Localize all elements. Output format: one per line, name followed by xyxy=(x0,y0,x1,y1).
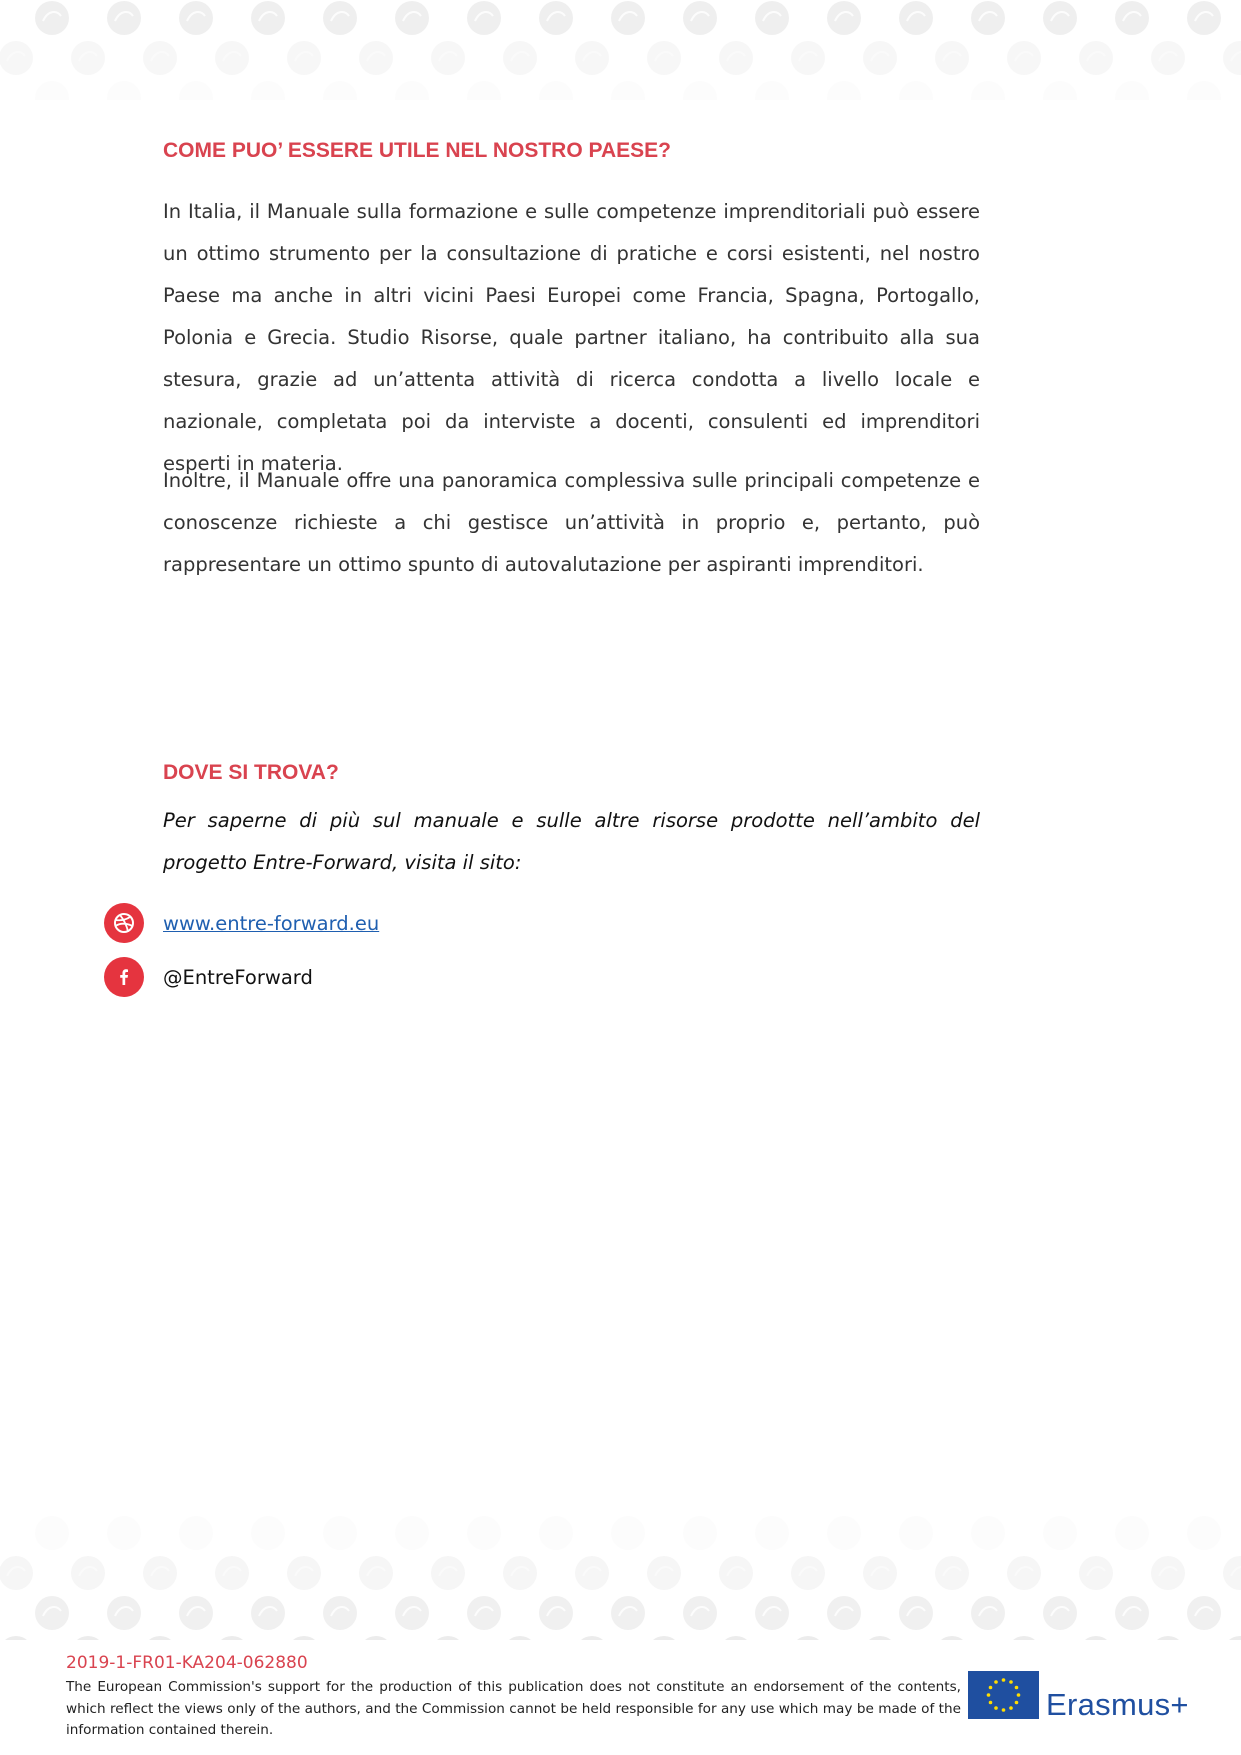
pattern-dot xyxy=(791,41,825,75)
eu-star xyxy=(989,1686,993,1690)
pattern-dot xyxy=(683,1516,717,1550)
pattern-dot xyxy=(899,1596,933,1630)
pattern-dot xyxy=(431,1636,465,1640)
eu-star xyxy=(1017,1693,1021,1697)
dribbble-icon xyxy=(104,903,144,943)
pattern-dot xyxy=(287,41,321,75)
pattern-dot xyxy=(1151,1636,1185,1640)
pattern-dot xyxy=(1187,1,1221,35)
pattern-dot xyxy=(107,81,141,100)
pattern-dot xyxy=(575,1556,609,1590)
pattern-dot xyxy=(647,1636,681,1640)
pattern-dot xyxy=(323,81,357,100)
pattern-dot xyxy=(251,1,285,35)
eu-flag-icon xyxy=(968,1671,1039,1719)
eu-star xyxy=(994,1706,998,1710)
pattern-dot xyxy=(683,1596,717,1630)
paragraph-visit-site: Per saperne di più sul manuale e sulle altre risorse prodotte nell’ambito del progetto Entre-Forward, visita il sito: xyxy=(163,809,980,874)
pattern-dot xyxy=(107,1,141,35)
pattern-dot xyxy=(1223,1636,1241,1640)
pattern-dot xyxy=(359,1556,393,1590)
eu-star xyxy=(1015,1701,1019,1705)
pattern-dot xyxy=(575,41,609,75)
eu-star xyxy=(994,1680,998,1684)
pattern-dot xyxy=(863,1556,897,1590)
pattern-dot xyxy=(1007,1556,1041,1590)
pattern-dot xyxy=(971,1,1005,35)
pattern-dot xyxy=(179,81,213,100)
pattern-dot xyxy=(107,1596,141,1630)
pattern-dot xyxy=(539,81,573,100)
pattern-dot xyxy=(719,1556,753,1590)
pattern-dot xyxy=(287,1556,321,1590)
pattern-dot xyxy=(1007,41,1041,75)
decorative-pattern xyxy=(0,0,1241,100)
pattern-dot xyxy=(467,1596,501,1630)
pattern-dot xyxy=(611,1596,645,1630)
pattern-dot xyxy=(827,1,861,35)
pattern-dot xyxy=(179,1516,213,1550)
pattern-dot xyxy=(395,1516,429,1550)
pattern-dot xyxy=(1151,41,1185,75)
pattern-dot xyxy=(1187,1516,1221,1550)
pattern-dot xyxy=(359,41,393,75)
pattern-dot xyxy=(539,1516,573,1550)
pattern-dot xyxy=(1115,81,1149,100)
paragraph-overview: Inoltre, il Manuale offre una panoramica complessiva sulle principali competenze e conoscenze richieste a chi gestisce un’attività in proprio e, pertanto, può rappresentare un ottimo spunto di autovalutazione per aspiranti imprenditori. xyxy=(163,469,980,576)
pattern-dot xyxy=(395,1,429,35)
pattern-dot xyxy=(1151,1556,1185,1590)
pattern-dot xyxy=(1043,1596,1077,1630)
pattern-dot xyxy=(215,41,249,75)
pattern-dot xyxy=(467,1516,501,1550)
eu-star xyxy=(987,1693,991,1697)
pattern-dot xyxy=(539,1596,573,1630)
header-pattern xyxy=(0,0,1241,100)
eu-disclaimer: The European Commission's support for the production of this publication does not constitute an endorsement of the contents, which reflect the views only of the authors, and the Commission cannot be held responsible for any use which may be made of the information contained therein. xyxy=(66,1679,961,1738)
pattern-dot xyxy=(71,1556,105,1590)
pattern-dot xyxy=(467,81,501,100)
eu-star xyxy=(1009,1680,1013,1684)
pattern-dot xyxy=(251,1516,285,1550)
pattern-dot xyxy=(755,1,789,35)
pattern-dot xyxy=(395,1596,429,1630)
pattern-dot xyxy=(107,1516,141,1550)
pattern-dot xyxy=(35,1516,69,1550)
eu-star xyxy=(1009,1706,1013,1710)
pattern-dot xyxy=(1115,1,1149,35)
pattern-dot xyxy=(971,1516,1005,1550)
pattern-dot xyxy=(359,1636,393,1640)
eu-star xyxy=(1015,1686,1019,1690)
pattern-dot xyxy=(971,81,1005,100)
eu-star xyxy=(989,1701,993,1705)
pattern-dot xyxy=(179,1,213,35)
pattern-dot xyxy=(143,41,177,75)
pattern-dot xyxy=(71,1636,105,1640)
pattern-dot xyxy=(1115,1516,1149,1550)
facebook-icon xyxy=(104,957,144,997)
pattern-dot xyxy=(323,1516,357,1550)
pattern-dot xyxy=(791,1556,825,1590)
pattern-dot xyxy=(35,81,69,100)
contact-facebook[interactable] xyxy=(104,957,313,997)
pattern-dot xyxy=(0,1556,33,1590)
pattern-dot xyxy=(683,1,717,35)
pattern-dot xyxy=(179,1596,213,1630)
erasmus-logo xyxy=(968,1667,1189,1723)
pattern-dot xyxy=(863,1636,897,1640)
contact-website[interactable] xyxy=(104,903,379,943)
pattern-dot xyxy=(899,81,933,100)
pattern-dot xyxy=(1187,1596,1221,1630)
pattern-dot xyxy=(467,1,501,35)
pattern-dot xyxy=(611,1,645,35)
pattern-dot xyxy=(935,41,969,75)
pattern-dot xyxy=(719,1636,753,1640)
pattern-dot xyxy=(611,81,645,100)
pattern-dot xyxy=(287,1636,321,1640)
pattern-dot xyxy=(1079,1636,1113,1640)
pattern-dot xyxy=(323,1,357,35)
pattern-dot xyxy=(503,1556,537,1590)
pattern-dot xyxy=(1043,1516,1077,1550)
pattern-dot xyxy=(143,1636,177,1640)
pattern-dot xyxy=(251,81,285,100)
section-title-utility: COME PUO’ ESSERE UTILE NEL NOSTRO PAESE? xyxy=(163,139,671,162)
section-title-where: DOVE SI TROVA? xyxy=(163,761,339,784)
pattern-dot xyxy=(827,1516,861,1550)
pattern-dot xyxy=(755,1596,789,1630)
pattern-dot xyxy=(899,1,933,35)
pattern-dot xyxy=(575,1636,609,1640)
pattern-dot xyxy=(647,1556,681,1590)
erasmus-wordmark: Erasmus+ xyxy=(1046,1687,1189,1722)
pattern-dot xyxy=(683,81,717,100)
pattern-dot xyxy=(719,41,753,75)
pattern-dot xyxy=(791,1636,825,1640)
pattern-dot xyxy=(503,41,537,75)
pattern-dot xyxy=(215,1636,249,1640)
eu-star xyxy=(1002,1678,1006,1682)
pattern-dot xyxy=(1187,81,1221,100)
paragraph-italy: In Italia, il Manuale sulla formazione e sulle competenze imprenditoriali può essere un ottimo strumento per la consultazione di pratiche e corsi esistenti, nel nostro Paese ma anche in altri vicini Paesi Europei come Francia, Spagna, Portogallo, Polonia e Grecia. Studio Risorse, quale partner italiano, ha contribuito alla sua stesura, grazie ad un’attenta attività di ricerca condotta a livello locale e nazionale, completata poi da interviste a docenti, consulenti ed imprenditori esperti in materia. xyxy=(163,200,980,475)
decorative-pattern xyxy=(0,1515,1241,1640)
pattern-dot xyxy=(35,1596,69,1630)
pattern-dot xyxy=(611,1516,645,1550)
pattern-dot xyxy=(35,1,69,35)
pattern-dot xyxy=(323,1596,357,1630)
pattern-dot xyxy=(503,1636,537,1640)
pattern-dot xyxy=(539,1,573,35)
pattern-dot xyxy=(395,81,429,100)
pattern-dot xyxy=(0,1636,33,1640)
pattern-dot xyxy=(0,41,33,75)
pattern-dot xyxy=(755,1516,789,1550)
pattern-dot xyxy=(1115,1596,1149,1630)
footer-pattern xyxy=(0,1515,1241,1640)
pattern-dot xyxy=(431,1556,465,1590)
pattern-dot xyxy=(215,1556,249,1590)
pattern-dot xyxy=(1079,1556,1113,1590)
pattern-dot xyxy=(647,41,681,75)
pattern-dot xyxy=(71,41,105,75)
pattern-dot xyxy=(971,1596,1005,1630)
project-code: 2019-1-FR01-KA204-062880 xyxy=(66,1653,308,1673)
pattern-dot xyxy=(251,1596,285,1630)
facebook-handle[interactable]: @EntreForward xyxy=(163,965,313,989)
pattern-dot xyxy=(863,41,897,75)
pattern-dot xyxy=(827,1596,861,1630)
eu-star xyxy=(1002,1708,1006,1712)
pattern-dot xyxy=(935,1636,969,1640)
pattern-dot xyxy=(827,81,861,100)
pattern-dot xyxy=(431,41,465,75)
pattern-dot xyxy=(935,1556,969,1590)
pattern-dot xyxy=(143,1556,177,1590)
pattern-dot xyxy=(1043,81,1077,100)
pattern-dot xyxy=(1043,1,1077,35)
pattern-dot xyxy=(899,1516,933,1550)
pattern-dot xyxy=(1079,41,1113,75)
pattern-dot xyxy=(755,81,789,100)
pattern-dot xyxy=(1007,1636,1041,1640)
website-link[interactable]: www.entre-forward.eu xyxy=(163,911,380,935)
